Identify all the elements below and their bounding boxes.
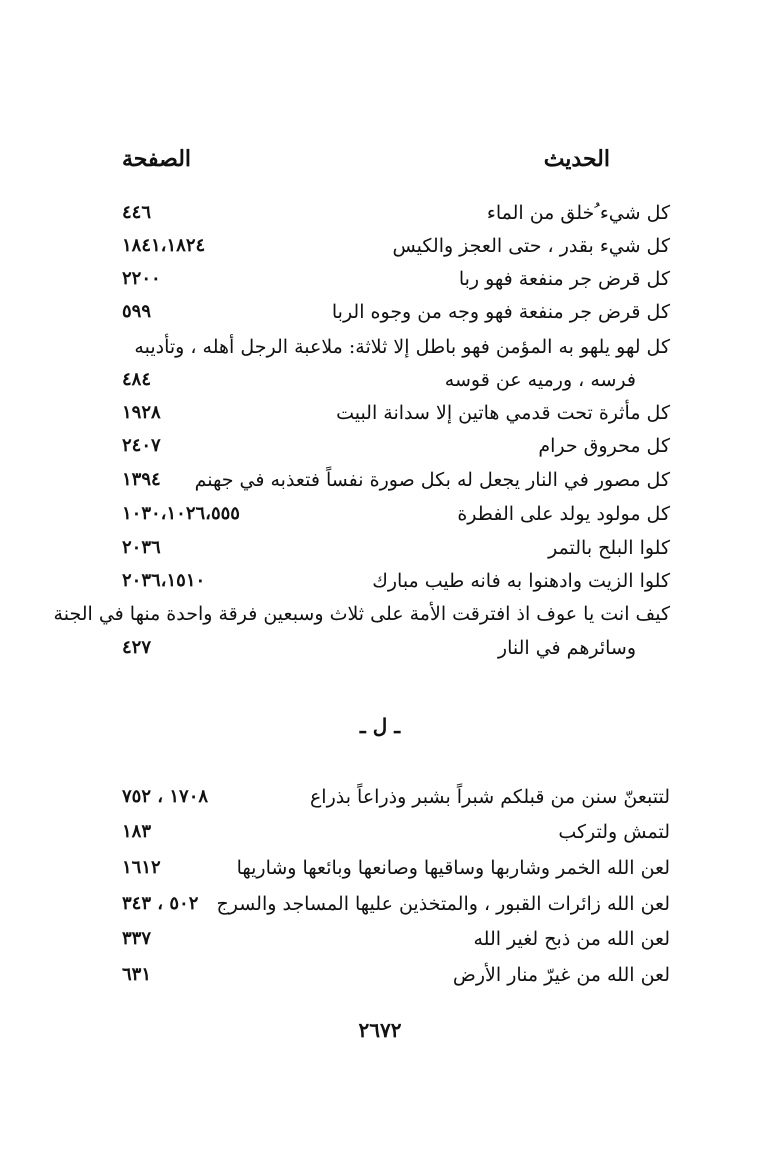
index-entry [122, 295, 670, 329]
hadith-text: لعن الله الخمر وشاربها وساقيها وصانعها وبائعها وشاريها [236, 857, 670, 879]
index-entry [122, 922, 670, 956]
page-reference: ٣٣٧ [122, 928, 152, 949]
column-header-page: الصفحة [122, 146, 192, 172]
hadith-text: كل لهو يلهو به المؤمن فهو باطل إلا ثلاثة: ملاعبة الرجل أهله ، وتأديبه [134, 336, 670, 358]
page-reference: ٤٨٤ [122, 369, 152, 390]
page-reference: ١٨٤١،١٨٢٤ [122, 235, 206, 256]
hadith-text: وسائرهم في النار [497, 637, 636, 659]
index-entry [122, 815, 670, 849]
index-entry [122, 196, 670, 230]
hadith-text: لتمش ولتركب [558, 821, 670, 843]
hadith-text: لتتبعنّ سنن من قبلكم شبراً بشبر وذراعاً بذراع [309, 786, 670, 808]
hadith-text: كل قرض جر منفعة فهو وجه من وجوه الربا [331, 301, 670, 323]
page-reference: ٤٤٦ [122, 202, 152, 223]
page-reference: ٢٠٣٦،١٥١٠ [122, 570, 206, 591]
hadith-text: كل شيء بقدر ، حتى العجز والكيس [392, 235, 670, 257]
section-letter-heading: ـ ل ـ [359, 714, 401, 738]
index-entry [122, 958, 670, 992]
page-number: ٢٦٧٢ [358, 1018, 402, 1042]
index-entry [122, 396, 670, 430]
index-entry [122, 851, 670, 885]
hadith-text: كل مأثرة تحت قدمي هاتين إلا سدانة البيت [336, 402, 670, 424]
column-header-hadith: الحديث [543, 146, 610, 172]
page-reference: ٦٣١ [122, 964, 152, 985]
page-reference: ١٩٢٨ [122, 402, 161, 423]
hadith-text: كلوا الزيت وادهنوا به فانه طيب مبارك [372, 570, 670, 592]
hadith-text: كيف انت يا عوف اذ افترقت الأمة على ثلاث وسبعين فرقة واحدة منها في الجنة [53, 603, 670, 625]
page-reference: ٢٤٠٧ [122, 435, 161, 456]
page-reference: ١٠٣٠،١٠٢٦،٥٥٥ [122, 503, 240, 524]
hadith-text: كل قرض جر منفعة فهو ربا [458, 268, 670, 290]
hadith-text: لعن الله زائرات القبور ، والمتخذين عليها المساجد والسرج [216, 893, 670, 915]
index-entry [122, 463, 670, 497]
index-entry [122, 497, 670, 531]
page-reference: ٢٢٠٠ [122, 268, 161, 289]
hadith-text: كل محروق حرام [538, 435, 670, 457]
hadith-text: كل شيء ُخلق من الماء [486, 202, 670, 224]
index-entry [122, 262, 670, 296]
index-entry [122, 429, 670, 463]
hadith-text: كلوا البلح بالتمر [548, 537, 670, 559]
page-reference: ١٦١٢ [122, 857, 161, 878]
index-entry-continuation [122, 363, 670, 397]
page-reference: ٤٢٧ [122, 637, 152, 658]
page-reference: ٢٠٣٦ [122, 537, 161, 558]
page-reference: ١٨٣ [122, 821, 152, 842]
index-entry [122, 531, 670, 565]
index-entry [122, 330, 670, 364]
hadith-text: كل مولود يولد على الفطرة [457, 503, 670, 525]
page-reference: ١٣٩٤ [122, 469, 161, 490]
page-reference: ١٧٠٨ ، ٧٥٢ [122, 786, 209, 807]
index-entry [122, 780, 670, 814]
page-reference: ٥٩٩ [122, 301, 152, 322]
index-entry [122, 229, 670, 263]
hadith-text: فرسه ، ورميه عن قوسه [444, 369, 636, 391]
hadith-text: لعن الله من غيرّ منار الأرض [452, 964, 670, 986]
index-entry [122, 564, 670, 598]
page-reference: ٥٠٢ ، ٣٤٣ [122, 893, 199, 914]
hadith-text: كل مصور في النار يجعل له بكل صورة نفساً فتعذبه في جهنم [194, 469, 670, 491]
index-entry [53, 597, 670, 631]
index-entry-continuation [122, 631, 670, 665]
hadith-text: لعن الله من ذبح لغير الله [473, 928, 670, 950]
index-entry [122, 887, 670, 921]
